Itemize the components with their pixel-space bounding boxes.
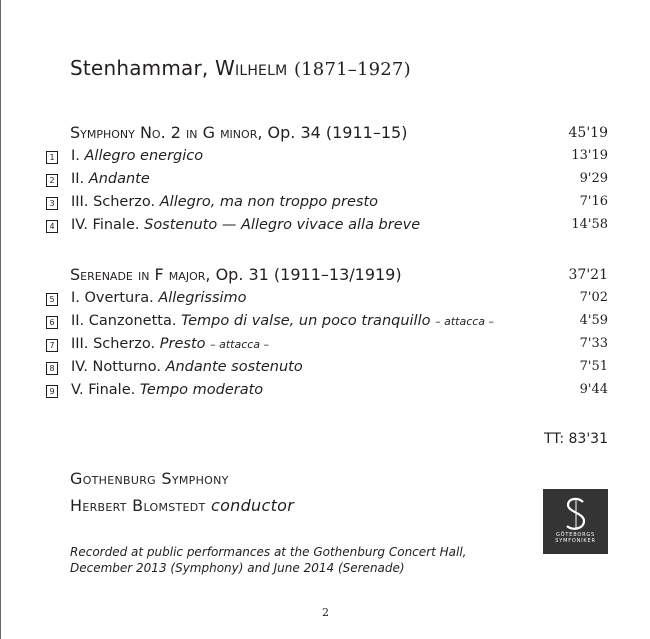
work-time-serenade: 37'21 <box>568 267 608 283</box>
track-time: 13'19 <box>571 148 608 163</box>
track-label: IV. Notturno. Andante sostenuto <box>71 359 303 375</box>
orchestra-name: Gothenburg Symphony <box>70 469 229 488</box>
track-number: 3 <box>46 197 58 210</box>
work-title-text: Symphony No. 2 in G minor, <box>70 123 263 142</box>
track-label: I. Overtura. Allegrissimo <box>71 290 247 306</box>
track-time: 9'44 <box>579 382 608 397</box>
track-number: 6 <box>46 316 58 329</box>
track-number: 7 <box>46 339 58 352</box>
conductor-line <box>70 496 294 515</box>
gs-logo-icon <box>562 496 590 532</box>
recording-note: Recorded at public performances at the Gothenburg Concert Hall, December 2013 (Symphony) and June 2014 (Serenade) <box>70 545 467 575</box>
track-number: 8 <box>46 362 58 375</box>
work-time-symphony: 45'19 <box>568 125 608 141</box>
track-time: 9'29 <box>579 171 608 186</box>
page-number: 2 <box>322 606 329 619</box>
work-title-symphony <box>70 123 407 142</box>
page-border <box>0 0 1 639</box>
track-number: 5 <box>46 293 58 306</box>
track-label: V. Finale. Tempo moderato <box>71 382 264 398</box>
composer-heading <box>70 56 411 80</box>
track-time: 7'16 <box>579 194 608 209</box>
track-row <box>46 382 608 402</box>
track-label: II. Andante <box>71 171 150 187</box>
track-number: 2 <box>46 174 58 187</box>
track-label: I. Allegro energico <box>71 148 204 164</box>
track-time: 14'58 <box>571 217 608 232</box>
track-label: III. Scherzo. Presto – attacca – <box>71 336 270 352</box>
track-row <box>46 217 608 237</box>
work-opus: Op. 34 (1911–15) <box>267 123 408 142</box>
track-number: 4 <box>46 220 58 233</box>
logo-text-line2: SYMFONIKER <box>555 538 596 544</box>
track-number: 1 <box>46 151 58 164</box>
track-row <box>46 359 608 379</box>
orchestra-logo <box>543 489 608 554</box>
track-label: II. Canzonetta. Tempo di valse, un poco tranquillo – attacca – <box>71 313 495 329</box>
track-label: III. Scherzo. Allegro, ma non troppo presto <box>71 194 379 210</box>
track-time: 7'02 <box>579 290 608 305</box>
track-number: 9 <box>46 385 58 398</box>
track-row <box>46 336 608 356</box>
track-time: 7'51 <box>579 359 608 374</box>
composer-dates: (1871–1927) <box>293 59 411 80</box>
work-opus: Op. 31 (1911–13/1919) <box>215 265 402 284</box>
composer-surname: Stenhammar, <box>70 56 209 80</box>
track-row <box>46 171 608 191</box>
track-row <box>46 194 608 214</box>
track-row <box>46 290 608 310</box>
track-label: IV. Finale. Sostenuto — Allegro vivace alla breve <box>71 217 421 233</box>
conductor-role: conductor <box>210 496 295 515</box>
work-title-text: Serenade in F major, <box>70 265 211 284</box>
track-time: 4'59 <box>579 313 608 328</box>
track-row <box>46 313 608 333</box>
track-row <box>46 148 608 168</box>
total-time: TT: 83'31 <box>544 431 608 447</box>
track-time: 7'33 <box>579 336 608 351</box>
work-title-serenade <box>70 265 402 284</box>
logo-text-line1: GÖTEBORGS <box>555 532 596 538</box>
conductor-name: Herbert Blomstedt <box>70 496 206 515</box>
composer-firstname: Wilhelm <box>215 56 288 80</box>
